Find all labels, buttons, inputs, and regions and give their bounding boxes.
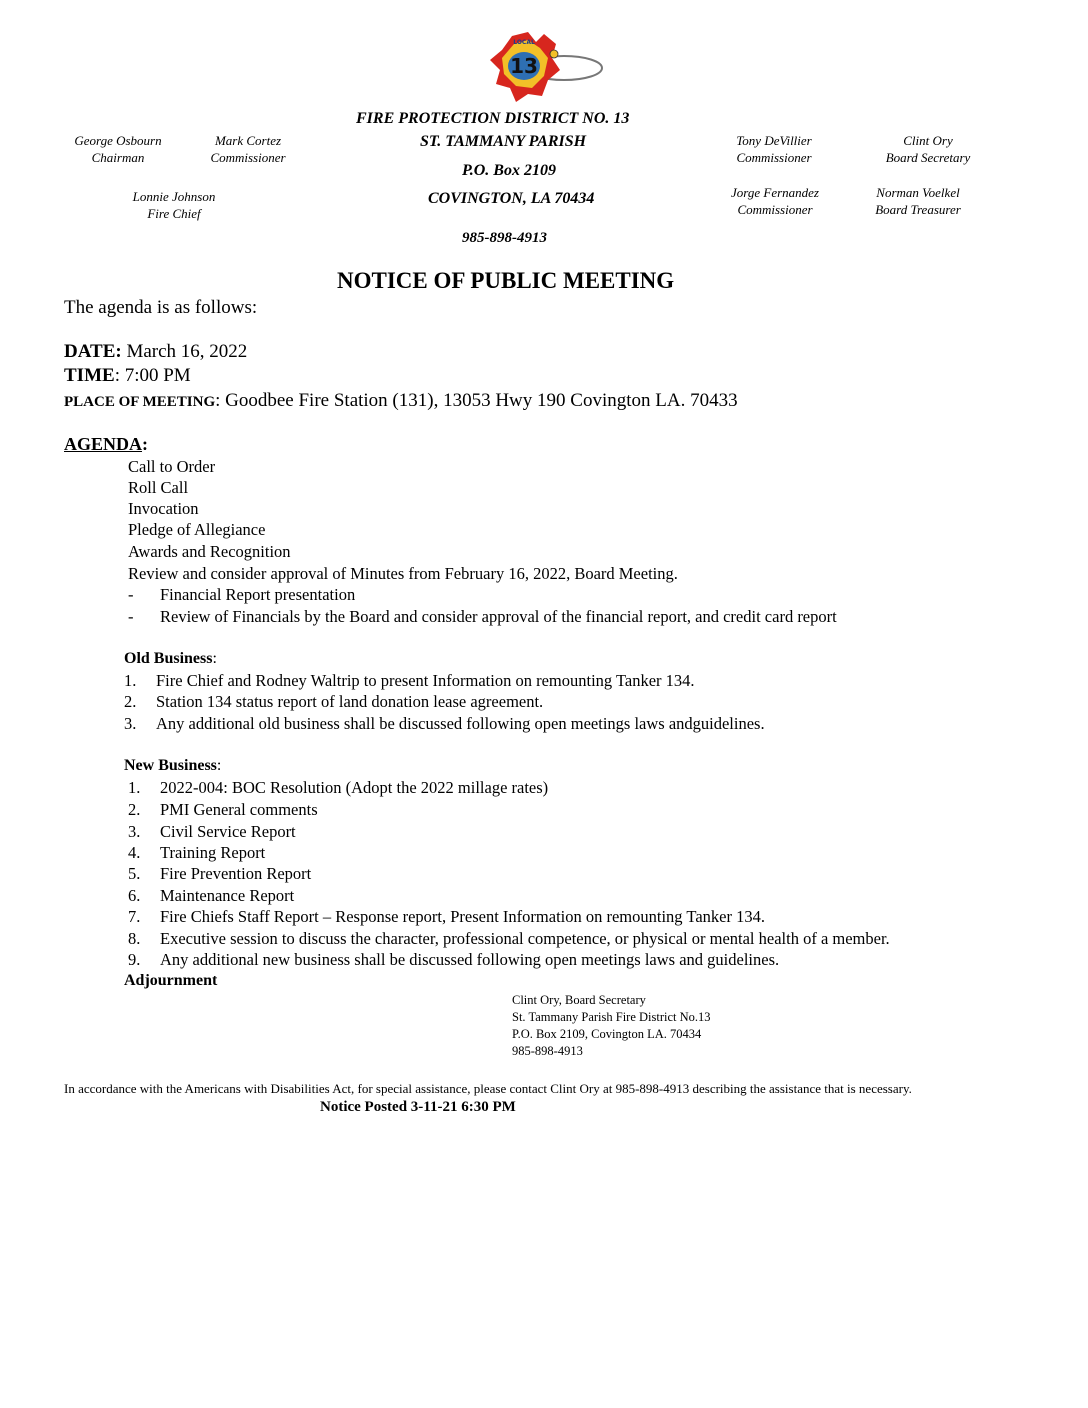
item-text: Any additional old business shall be discussed following open meetings laws andguidelines.: [156, 714, 765, 733]
official-title: Commissioner: [737, 202, 813, 217]
new-business-item: [128, 886, 294, 906]
agenda-item: Awards and Recognition: [128, 542, 291, 561]
agenda-heading-text: AGENDA: [64, 434, 143, 454]
sub-item-marker: -: [128, 607, 134, 626]
item-number: 2.: [128, 800, 141, 819]
official-title: Board Treasurer: [875, 202, 961, 217]
item-number: 9.: [128, 950, 141, 969]
agenda-item: Roll Call: [128, 478, 189, 497]
item-text: Any additional new business shall be discussed following open meetings laws and guidelines.: [160, 950, 780, 969]
item-text: Fire Chiefs Staff Report – Response report, Present Information on remounting Tanker 134.: [160, 907, 765, 926]
new-business-item: [128, 907, 765, 927]
item-number: 4.: [128, 843, 141, 862]
official-name: Tony DeVillier: [736, 133, 812, 148]
adjournment: Adjournment: [124, 972, 218, 989]
date-label: DATE:: [64, 341, 122, 362]
place-value: : Goodbee Fire Station (131), 13053 Hwy 190 Covington LA. 70433: [215, 390, 738, 411]
old-business-item: [124, 671, 695, 691]
official-name: George Osbourn: [74, 133, 162, 148]
official-chairman: [62, 132, 174, 166]
old-business-heading-text: Old Business: [124, 650, 213, 667]
official-commissioner-fernandez: [718, 184, 832, 218]
item-text: Station 134 status report of land donation lease agreement.: [156, 692, 544, 711]
notice-title: NOTICE OF PUBLIC MEETING: [337, 268, 675, 293]
header-parish: ST. TAMMANY PARISH: [420, 133, 587, 150]
official-name: Mark Cortez: [214, 133, 282, 148]
official-title: Fire Chief: [147, 206, 201, 221]
official-board-treasurer: [862, 184, 974, 218]
official-name: Norman Voelkel: [876, 185, 960, 200]
agenda-sub-item: [128, 585, 355, 605]
item-text: Fire Chief and Rodney Waltrip to present Information on remounting Tanker 134.: [156, 671, 695, 690]
logo-badge-text: LOCAL: [513, 39, 535, 46]
item-number: 3.: [128, 822, 141, 841]
sub-item-text: Review of Financials by the Board and consider approval of the financial report, and credit card report: [160, 607, 837, 626]
item-text: Training Report: [160, 843, 266, 862]
official-title: Board Secretary: [885, 150, 971, 165]
official-title: Chairman: [91, 150, 145, 165]
old-business-heading: [124, 650, 217, 668]
signature-line: 985-898-4913: [512, 1044, 583, 1058]
item-number: 2.: [124, 692, 137, 711]
official-fire-chief: [118, 188, 230, 222]
item-number: 3.: [124, 714, 137, 733]
time-label: TIME: [64, 365, 115, 386]
agenda-intro: The agenda is as follows:: [64, 297, 258, 318]
official-commissioner-devillier: [720, 132, 828, 166]
ada-notice: In accordance with the Americans with Disabilities Act, for special assistance, please contact Clint Ory at 985-898-4913 describing the assistance that is necessary.: [64, 1081, 912, 1096]
new-business-item: [128, 864, 311, 884]
item-text: PMI General comments: [160, 800, 318, 819]
new-business-item: [128, 843, 265, 863]
header-po-box: P.O. Box 2109: [462, 162, 556, 179]
item-number: 1.: [128, 778, 141, 797]
item-text: Fire Prevention Report: [160, 864, 312, 883]
new-business-item: [128, 950, 779, 970]
header-city: COVINGTON, LA 70434: [428, 190, 595, 207]
new-business-heading: [124, 757, 221, 775]
agenda-item: Invocation: [128, 499, 199, 518]
fire-district-logo: [484, 28, 604, 108]
item-number: 7.: [128, 907, 141, 926]
signature-line: Clint Ory, Board Secretary: [512, 993, 646, 1007]
old-business-item: [124, 692, 543, 712]
agenda-item: Pledge of Allegiance: [128, 520, 266, 539]
sub-item-marker: -: [128, 585, 134, 604]
meeting-place: [64, 390, 738, 412]
official-name: Clint Ory: [903, 133, 953, 148]
official-name: Lonnie Johnson: [132, 189, 216, 204]
official-title: Commissioner: [210, 150, 286, 165]
official-commissioner-cortez: [198, 132, 298, 166]
old-business-colon: :: [212, 650, 217, 667]
item-text: Maintenance Report: [160, 886, 295, 905]
signature-block: [512, 992, 711, 1060]
new-business-colon: :: [216, 757, 222, 774]
agenda-heading-colon: :: [142, 434, 149, 454]
item-text: Executive session to discuss the character, professional competence, or physical or mental health of a member.: [160, 929, 890, 948]
signature-line: P.O. Box 2109, Covington LA. 70434: [512, 1027, 702, 1041]
place-label: PLACE OF MEETING: [64, 394, 216, 410]
sub-item-text: Financial Report presentation: [160, 585, 356, 604]
official-name: Jorge Fernandez: [731, 185, 819, 200]
official-board-secretary: [868, 132, 988, 166]
old-business-item: [124, 714, 765, 734]
meeting-time: [64, 365, 191, 387]
notice-posted: Notice Posted 3-11-21 6:30 PM: [320, 1099, 516, 1115]
new-business-item: [128, 822, 296, 842]
new-business-heading-text: New Business: [124, 757, 217, 774]
item-number: 5.: [128, 864, 141, 883]
time-value: : 7:00 PM: [114, 365, 191, 386]
item-number: 8.: [128, 929, 141, 948]
new-business-item: [128, 800, 318, 820]
agenda-sub-item: [128, 607, 837, 627]
logo-number: 13: [510, 54, 538, 78]
header-phone: 985-898-4913: [462, 230, 547, 246]
meeting-date: [64, 341, 247, 363]
official-title: Commissioner: [736, 150, 812, 165]
item-text: 2022-004: BOC Resolution (Adopt the 2022 millage rates): [160, 778, 549, 797]
new-business-item: [128, 929, 890, 949]
new-business-item: [128, 778, 548, 798]
item-text: Civil Service Report: [160, 822, 296, 841]
agenda-heading: [64, 434, 148, 455]
agenda-item: Review and consider approval of Minutes from February 16, 2022, Board Meeting.: [128, 564, 678, 583]
item-number: 1.: [124, 671, 137, 690]
header-district: FIRE PROTECTION DISTRICT NO. 13: [356, 110, 630, 127]
date-value: March 16, 2022: [121, 341, 248, 362]
signature-line: St. Tammany Parish Fire District No.13: [512, 1010, 711, 1024]
agenda-item: Call to Order: [128, 457, 216, 476]
item-number: 6.: [128, 886, 141, 905]
logo-mascot: [550, 50, 558, 58]
